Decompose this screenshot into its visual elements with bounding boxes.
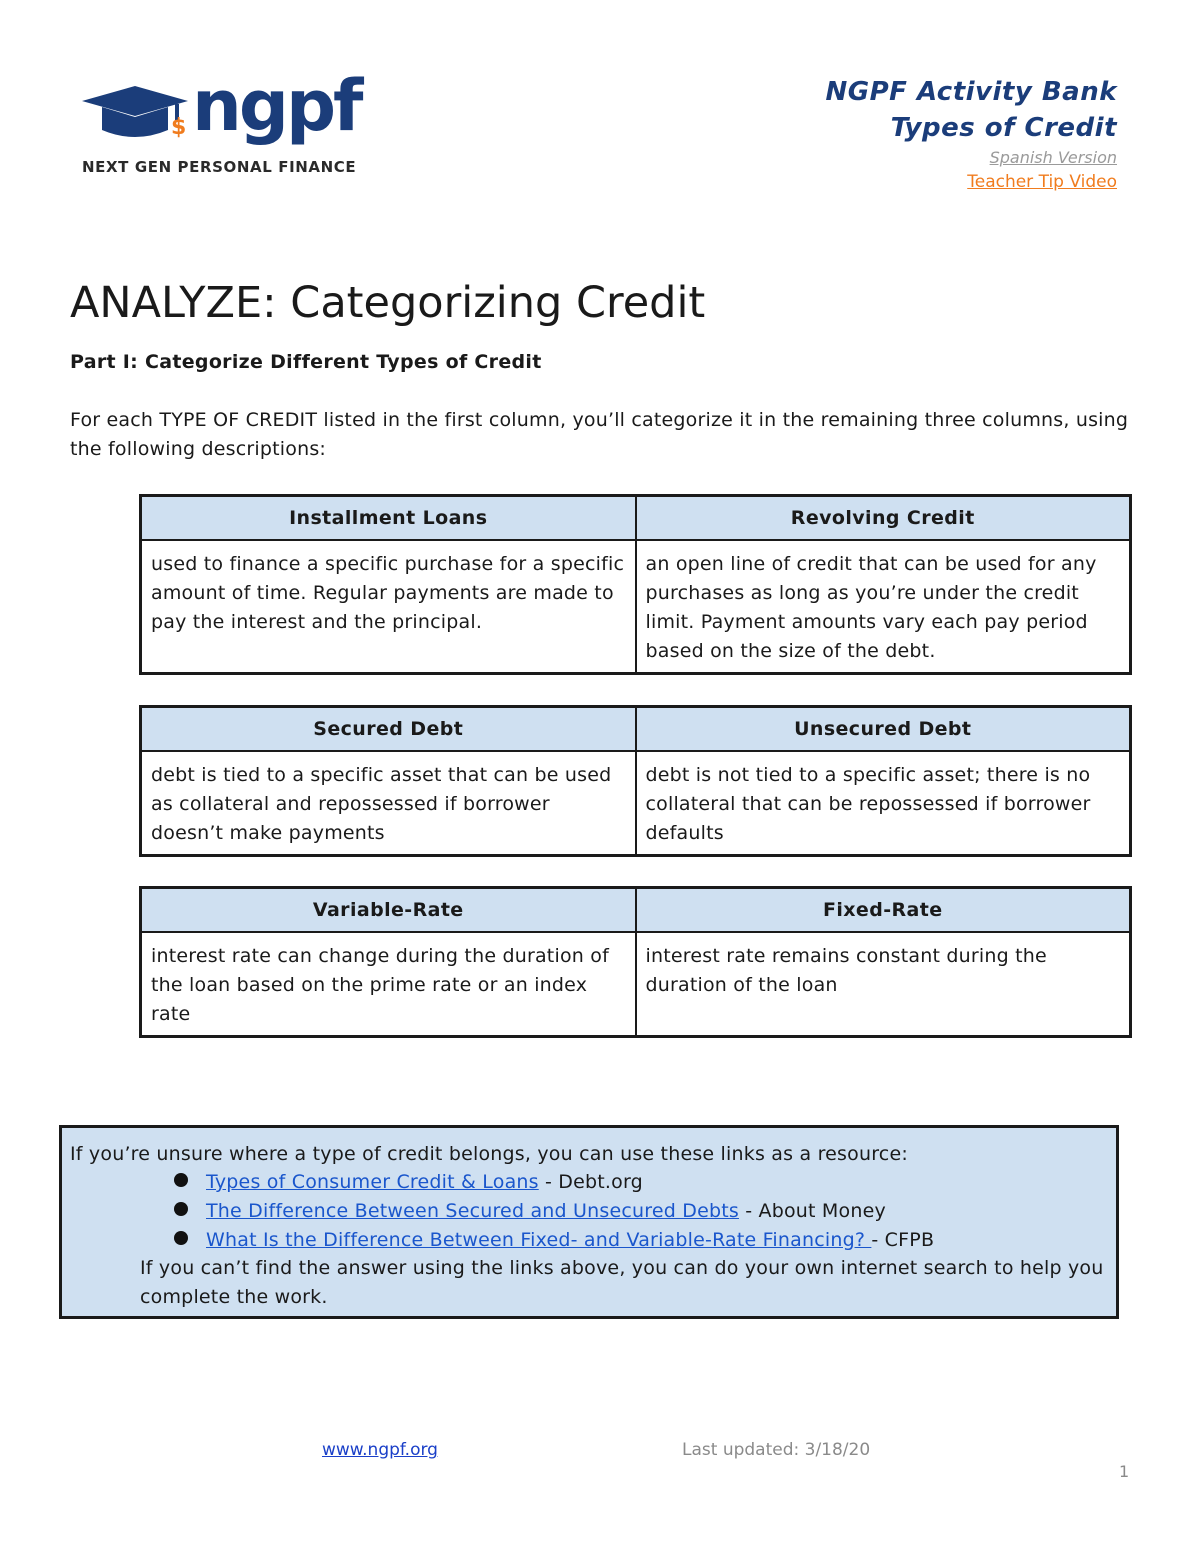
activity-bank-title: NGPF Activity Bank	[825, 77, 1117, 107]
header-fixed-rate: Fixed-Rate	[636, 888, 1131, 933]
desc-installment-loans: used to finance a specific purchase for a specific amount of time. Regular payments are made to pay the interest and the principal.	[141, 540, 636, 674]
about-money-link[interactable]: The Difference Between Secured and Unsecured Debts	[206, 1200, 739, 1222]
spanish-version-link[interactable]: Spanish Version	[989, 148, 1117, 167]
header-variable-rate: Variable-Rate	[141, 888, 636, 933]
list-item	[174, 1197, 934, 1226]
desc-unsecured-debt: debt is not tied to a specific asset; there is no collateral that can be repossessed if borrower defaults	[636, 751, 1131, 856]
desc-fixed-rate: interest rate remains constant during the duration of the loan	[636, 932, 1131, 1037]
logo-wordmark: ngpf	[192, 74, 361, 147]
part-heading: Part I: Categorize Different Types of Credit	[70, 351, 542, 373]
header-secured-debt: Secured Debt	[141, 707, 636, 752]
header-unsecured-debt: Unsecured Debt	[636, 707, 1131, 752]
link-source: - About Money	[738, 1200, 886, 1222]
footer-website-link[interactable]: www.ngpf.org	[322, 1440, 438, 1460]
resource-outro: If you can’t find the answer using the links above, you can do your own internet search to help you complete the work.	[140, 1257, 1104, 1308]
cfpb-link[interactable]: What Is the Difference Between Fixed- and Variable-Rate Financing?	[206, 1229, 872, 1251]
page-number: 1	[1119, 1462, 1130, 1481]
desc-variable-rate: interest rate can change during the duration of the loan based on the prime rate or an index rate	[141, 932, 636, 1037]
svg-text:$: $	[171, 115, 187, 140]
bullet-icon	[174, 1173, 188, 1187]
activity-topic: Types of Credit	[890, 113, 1117, 143]
bullet-icon	[174, 1202, 188, 1216]
resource-link-list	[174, 1168, 934, 1255]
header-installment-loans: Installment Loans	[141, 496, 636, 541]
ngpf-logo	[82, 74, 382, 184]
resource-intro: If you’re unsure where a type of credit belongs, you can use these links as a resource:	[70, 1143, 908, 1165]
page-title: ANALYZE: Categorizing Credit	[70, 278, 706, 328]
bullet-icon	[174, 1231, 188, 1245]
debt-org-link[interactable]: Types of Consumer Credit & Loans	[206, 1171, 539, 1193]
link-source: - Debt.org	[538, 1171, 643, 1193]
logo-tagline: NEXT GEN PERSONAL FINANCE	[82, 158, 357, 176]
link-source: - CFPB	[871, 1229, 935, 1251]
header-revolving-credit: Revolving Credit	[636, 496, 1131, 541]
teacher-tip-video-link[interactable]: Teacher Tip Video	[967, 172, 1117, 192]
desc-revolving-credit: an open line of credit that can be used for any purchases as long as you’re under the credit limit. Payment amounts vary each pay period based on the size of the debt.	[636, 540, 1131, 674]
resource-box	[59, 1125, 1119, 1319]
variable-fixed-table	[139, 886, 1132, 1038]
secured-unsecured-table	[139, 705, 1132, 857]
last-updated: Last updated: 3/18/20	[682, 1440, 871, 1460]
header-block	[826, 74, 1118, 194]
list-item	[174, 1168, 934, 1197]
intro-paragraph: For each TYPE OF CREDIT listed in the first column, you’ll categorize it in the remaining three columns, using the following descriptions:	[70, 409, 1129, 460]
desc-secured-debt: debt is tied to a specific asset that can be used as collateral and repossessed if borrower doesn’t make payments	[141, 751, 636, 856]
list-item	[174, 1226, 934, 1255]
installment-revolving-table	[139, 494, 1132, 675]
graduation-cap-icon	[82, 74, 382, 154]
